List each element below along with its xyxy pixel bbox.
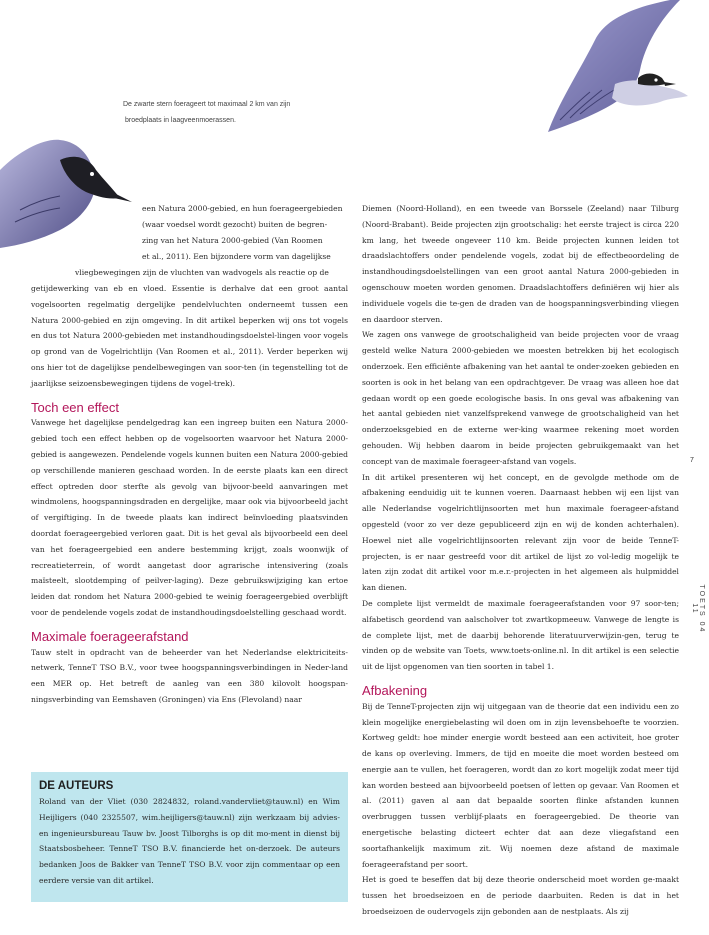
intro-indent-line-1: een Natura 2000-gebied, en hun foerageergebieden xyxy=(142,204,343,213)
right-paragraph-5: Bij de TenneT-projecten zijn wij uitgegaan van de theorie dat een individu een zo klein mogelijke energiebelasting wil doen om in zijn levensbehoefte te voorzien. Kortweg geldt: hoe minder energie wordt besteed aan een activiteit, hoe groter de kans op overleving. Immers, de tijd en moeite die moet worden besteed om energie aan te vullen, het foerageren, wordt dan zo kort mogelijk zodat meer tijd kan worden besteed aan bijvoorbeeld poetsen of letten op gevaar. Van Roomen et al. (2011) gaven al aan dat bepaalde soorten flinke afstanden kunnen overbruggen tussen verblijf-plaats en foerageergebied. De theorie van energetische belasting dicteert echter dat aan deze vliegafstand een soortafhankelijk maximum zit. Wij noemen deze afstand de maximale foerageerafstand per soort. xyxy=(362,701,679,869)
authors-box xyxy=(31,772,348,902)
right-paragraph-3: In dit artikel presenteren wij het concept, en de gevolgde methode om de afbakening eenduidig uit te kunnen voeren. Daarnaast hebben wij een lijst van alle Nederlandse vogelrichtlijnsoorten met hun maximale foerageer-afstand opgesteld (voor zo ver deze gepubliceerd zijn en wij de konden achterhalen). Hoewel niet alle vogelrichtlijnsoorten relevant zijn voor de beide TenneT-projecten, is er naar gestreefd voor dit artikel de lijst zo vol-ledig mogelijk te laten zijn zodat dit artikel voor m.e.r.-projecten in het algemeen als hulpmiddel kan dienen. xyxy=(362,472,679,593)
figure-caption xyxy=(123,97,343,129)
heading-afbakening: Afbakening xyxy=(362,682,428,698)
right-column xyxy=(362,201,679,920)
caption-line-1: De zwarte stern foerageert tot maximaal 2 km van zijn xyxy=(123,101,291,108)
heading-maximale-foerageerafstand: Maximale foerageerafstand xyxy=(31,628,189,644)
right-paragraph-2: We zagen ons vanwege de grootschaligheid van beide projecten voor de vraag gesteld welke Natura 2000-gebieden we moesten betrekken bij het ecologisch onderzoek. Een efficiënte afbakening van het aantal te onder-zoeken gebieden en soorten is ook in het belang van een opdrachtgever. De vraag was alleen hoe dat gedaan wordt op een goede ecologische basis. In ons geval was afbakening van het aantal gebieden niet vanzelfsprekend vanwege de grootschaligheid van het onderzoeksgebied en de externe wer-king waarmee rekening moet worden gehouden. Wij hebben daarom in beide projecten gebruikgemaakt van het concept van de maximale foerageer-afstand van vogels. xyxy=(362,330,679,466)
intro-indent-line-3: zing van het Natura 2000-gebied (Van Roomen xyxy=(142,236,323,245)
right-paragraph-1: Diemen (Noord-Holland), en een tweede van Borssele (Zeeland) naar Tilburg (Noord-Brabant). Beide projecten zijn grootschalig: het eerste traject is circa 220 km lang, het tweede ongeveer 110 km. Beide projecten kunnen leiden tot draadslachtoffers onder pendelende vogels, zodat bij de effectbeoordeling de instandhoudingsdoelstellingen van een groot aantal Natura 2000-gebieden in ogenschouw moeten worden genomen. Draadslachtoffers definiëren wij hier als individuele vogels die te-gen de draden van de hoogspanningsverbinding vliegen en daardoor sterven. xyxy=(362,204,679,324)
intro-paragraph: getijdewerking van eb en vloed. Essentie is derhalve dat een groot aantal vogelsoorten regelmatig dergelijke pendelvluchten onderneemt tussen een Natura 2000-gebied en zijn omgeving. In dit artikel beperken wij ons tot vogels en dus tot Natura 2000-gebieden met instandhoudingsdoelstel-lingen voor vogels op grond van de Vogelrichtlijn (Van Roomen et al., 2011). Verder beperken wij ons hier tot de dagelijkse pendelbewegingen van soor-ten (in tegenstelling tot de jaarlijkse seizoensbewegingen tijdens de vogel-trek). xyxy=(31,284,348,388)
black-tern-illustration-top xyxy=(520,0,709,138)
intro-indent-line-4: et al., 2011). Een bijzondere vorm van dagelijkse xyxy=(142,252,331,261)
right-paragraph-4: De complete lijst vermeldt de maximale foerageerafstanden voor 97 soor-ten; alfabetisch geordend van aalscholver tot zwartkopmeeuw. Vanwege de lengte is de complete lijst, met de daarbij behorende literatuurverwijzin-gen, terug te vinden op de website van Toets, www.toets-online.nl. In dit artikel is een selectie uit de lijst opgenomen van tien soorten in tabel 1. xyxy=(362,598,679,672)
page-number: 7 xyxy=(690,457,694,464)
black-tern-illustration-left xyxy=(0,130,150,250)
heading-toch-een-effect: Toch een effect xyxy=(31,399,119,415)
authors-text: Roland van der Vliet (030 2824832, roland.vandervliet@tauw.nl) en Wim Heijligers (040 2325507, wim.heijligers@tauw.nl) zijn werkzaam bij advies- en ingenieursbureau Tauw bv. Joost Tilborghs is op dit mo-ment in dienst bij Staatsbosbeheer. TenneT TSO B.V. financierde het on-derzoek. De auteurs bedanken Joos de Bakker van TenneT TSO B.V. voor zijn commentaar op een eerdere versie van dit artikel. xyxy=(39,797,340,885)
authors-title: DE AUTEURS xyxy=(39,780,114,792)
section2-paragraph: Tauw stelt in opdracht van de beheerder van het Nederlandse elektriciteits-netwerk, TenneT TSO B.V., voor twee hoogspanningsverbindingen in Neder-land een MER op. Het betreft de aanleg van een 380 kilovolt hoogspan-ningsverbinding van Eemshaven (Groningen) via Ens (Flevoland) naar xyxy=(31,647,348,704)
left-column xyxy=(31,281,348,708)
journal-issue-label: TOETS 04 11 xyxy=(691,584,705,634)
section1-paragraph: Vanwege het dagelijkse pendelgedrag kan een ingreep buiten een Natura 2000-gebied toch een effect hebben op de vogelsoorten waarvoor het Natura 2000-gebied is aangewezen. Pendelende vogels kunnen buiten een Natura 2000-gebied op verschillende manieren geschaad worden. In de eerste plaats kan een direct effect optreden door sterfte als gevolg van bijvoor-beeld aanvaringen met windmolens, hoogspanningsdraden en dergelijke, maar ook via bijvoorbeeld jacht of vergiftiging. In de tweede plaats kan indirect beïnvloeding plaatsvinden doordat foerageergebied verloren gaat. Dit is het geval als bijvoorbeeld een deel van het foerageergebied een andere bestemming krijgt, zoals woonwijk of recreatieterrein, of wordt aangetast door agrarische intensivering (zoals maïsteelt, slootdemping of peilver-laging). Deze gebruikswijziging kan ertoe leiden dat rondom het Natura 2000-gebied te weinig foerageergebied overblijft voor de pendelende vogels zodat de instandhoudingsdoelstelling geschaad wordt. xyxy=(31,418,348,617)
intro-indent-line-2: (waar voedsel wordt gezocht) buiten de begren- xyxy=(142,220,328,229)
intro-indent-line-5: vliegbewegingen zijn de vluchten van wadvogels als reactie op de xyxy=(75,268,329,277)
right-paragraph-6: Het is goed te beseffen dat bij deze theorie onderscheid moet worden ge-maakt tussen het broedseizoen en de periode daarbuiten. Reden is dat in het broedseizoen de oudervogels zijn gebonden aan de nestplaats. Als zij xyxy=(362,875,679,917)
caption-line-2: broedplaats in laagveenmoerassen. xyxy=(125,117,236,124)
